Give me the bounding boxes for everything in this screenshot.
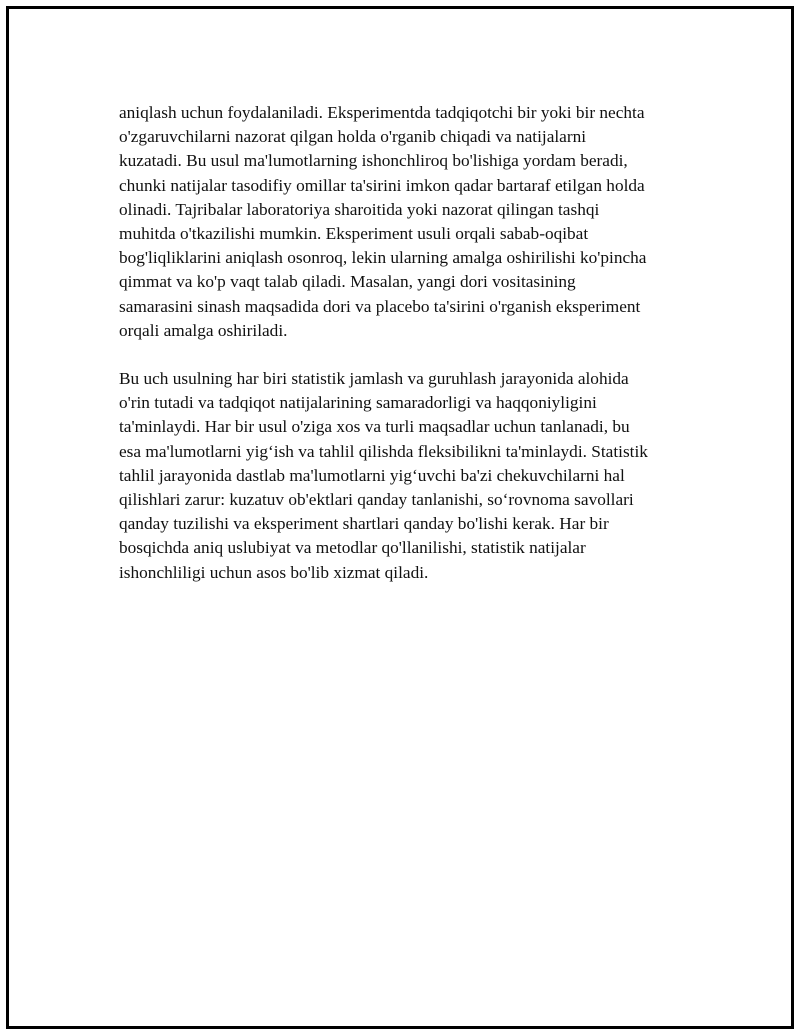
text-line: esa ma'lumotlarni yig‘ish va tahlil qilishda fleksibilikni ta'minlaydi. Statistik [119, 441, 648, 461]
text-line: Bu uch usulning har biri statistik jamlash va guruhlash jarayonida alohida [119, 369, 629, 389]
text-line: olinadi. Tajribalar laboratoriya sharoitida yoki nazorat qilingan tashqi [119, 199, 600, 219]
text-line: ta'minlaydi. Har bir usul o'ziga xos va turli maqsadlar uchun tanlanadi, bu [119, 417, 630, 437]
document-page [6, 6, 794, 1029]
text-line: chunki natijalar tasodifiy omillar ta'sirini imkon qadar bartaraf etilgan holda [119, 175, 645, 195]
text-line: samarasini sinash maqsadida dori va placebo ta'sirini o'rganish eksperiment [119, 296, 641, 316]
text-line: orqali amalga oshiriladi. [119, 320, 288, 340]
text-line: aniqlash uchun foydalaniladi. Eksperimentda tadqiqotchi bir yoki bir nechta [119, 103, 645, 122]
text-line: ishonchliligi uchun asos bo'lib xizmat qiladi. [119, 562, 429, 582]
text-line: kuzatadi. Bu usul ma'lumotlarning ishonchliroq bo'lishiga yordam beradi, [119, 151, 628, 171]
paragraph-1 [119, 101, 709, 343]
text-line: qanday tuzilishi va eksperiment shartlari qanday bo'lishi kerak. Har bir [119, 514, 609, 534]
text-line: qilishlari zarur: kuzatuv ob'ektlari qanday tanlanishi, so‘rovnoma savollari [119, 490, 634, 509]
text-line: bosqichda aniq uslubiyat va metodlar qo'llanilishi, statistik natijalar [119, 538, 586, 558]
text-line: muhitda o'tkazilishi mumkin. Eksperiment usuli orqali sabab-oqibat [119, 223, 589, 243]
document-body [119, 101, 709, 585]
text-line: bog'liqliklarini aniqlash osonroq, lekin ularning amalga oshirilishi ko'pincha [119, 248, 647, 268]
paragraph-2 [119, 367, 709, 585]
text-line: o'zgaruvchilarni nazorat qilgan holda o'rganib chiqadi va natijalarni [119, 127, 587, 147]
text-line: tahlil jarayonida dastlab ma'lumotlarni yig‘uvchi ba'zi chekuvchilarni hal [119, 465, 625, 485]
text-line: qimmat va ko'p vaqt talab qiladi. Masalan, yangi dori vositasining [119, 272, 576, 292]
text-line: o'rin tutadi va tadqiqot natijalarining samaradorligi va haqqoniyligini [119, 393, 597, 413]
